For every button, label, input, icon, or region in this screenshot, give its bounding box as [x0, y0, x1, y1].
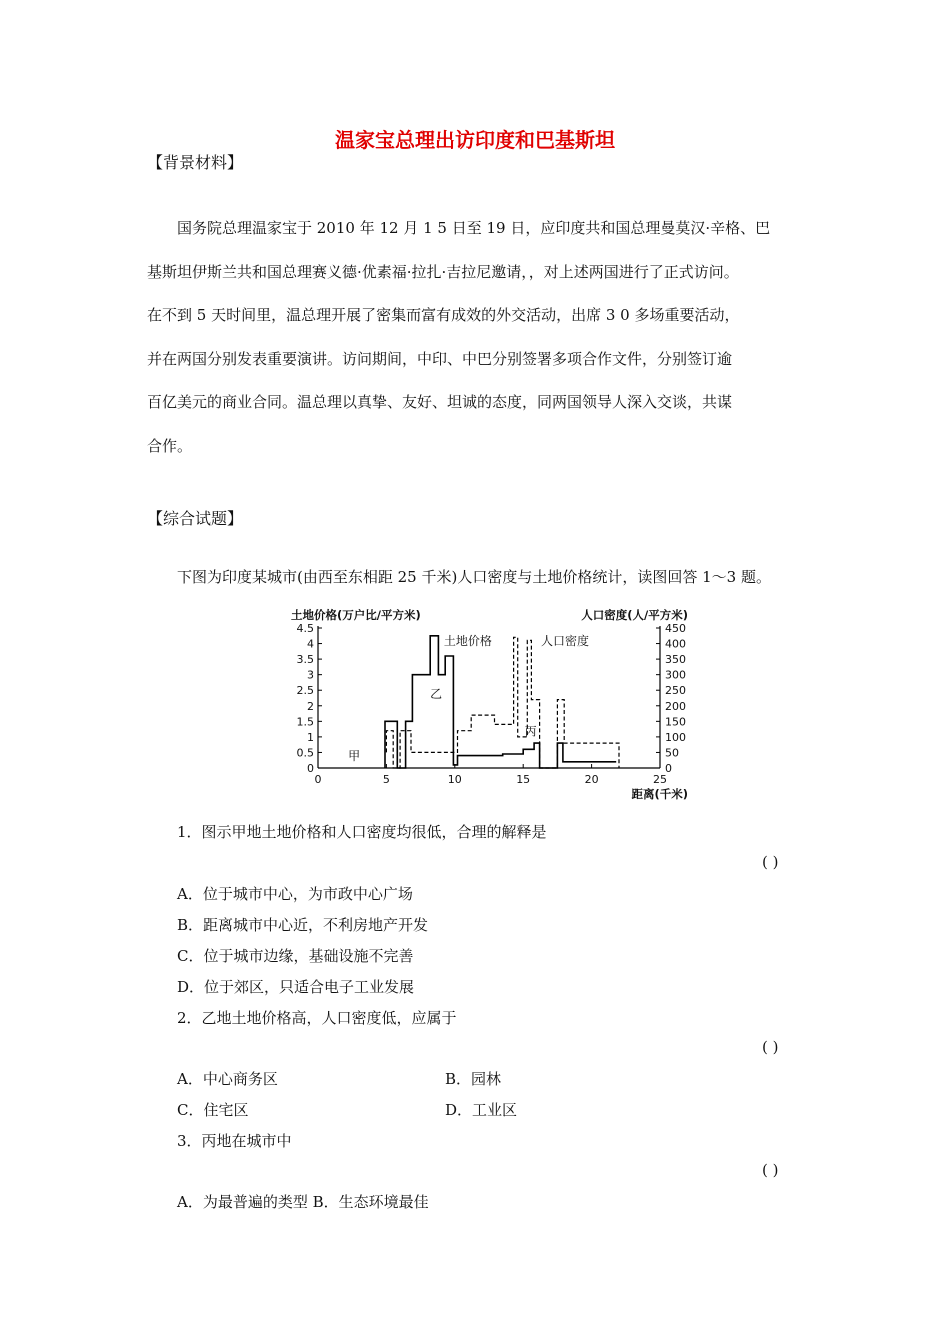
question-3-stem: 3．丙地在城市中	[177, 1132, 292, 1150]
left-tick-label: 1.5	[296, 715, 314, 729]
right-tick-label: 400	[665, 637, 686, 651]
x-tick-label: 10	[447, 773, 462, 786]
right-tick-label: 350	[665, 653, 686, 667]
question-2-option-a[interactable]: A．中心商务区	[177, 1070, 278, 1088]
left-tick-label: 3.5	[296, 653, 314, 667]
document-title: 温家宝总理出访印度和巴基斯坦	[335, 128, 615, 152]
x-tick-label: 5	[382, 773, 390, 786]
left-tick-label: 0.5	[296, 746, 314, 760]
right-tick-label: 100	[665, 730, 686, 744]
left-tick-label: 2	[307, 699, 314, 713]
left-tick-label: 3	[307, 668, 314, 682]
x-tick-label: 15	[516, 773, 531, 786]
x-tick-label: 20	[584, 773, 599, 786]
right-tick-label: 150	[665, 715, 686, 729]
question-1-stem: 1．图示甲地土地价格和人口密度均很低，合理的解释是	[177, 823, 547, 841]
right-axis-title: 人口密度(人/平方米)	[581, 608, 688, 622]
chart-series	[385, 636, 619, 768]
question-2-option-b[interactable]: B．园林	[445, 1070, 502, 1088]
question-2-option-d[interactable]: D．工业区	[445, 1101, 518, 1119]
paragraph-line: 基斯坦伊斯兰共和国总理赛义德·优素福·拉扎·吉拉尼邀请，，对上述两国进行了正式访问。	[147, 262, 739, 281]
left-tick-label: 2.5	[296, 684, 314, 698]
chart-annotation: 人口密度	[540, 634, 589, 649]
question-1-option-a[interactable]: A．位于城市中心，为市政中心广场	[177, 885, 413, 903]
background-paragraph	[147, 207, 812, 468]
question-intro: 下图为印度某城市(由西至东相距 25 千米)人口密度与土地价格统计，读图回答 1～3 题。	[177, 568, 771, 586]
series-land-price-line	[385, 636, 616, 768]
series-population-density-line	[386, 637, 619, 768]
background-heading: 【背景材料】	[147, 153, 244, 172]
paragraph-line: 并在两国分别发表重要演讲。访问期间，中印、中巴分别签署多项合作文件，分别签订逾	[147, 349, 733, 368]
question-2-option-c[interactable]: C．住宅区	[177, 1101, 249, 1119]
question-3-option-ab[interactable]: A．为最普遍的类型 B．生态环境最佳	[177, 1193, 429, 1211]
x-tick-label: 0	[314, 773, 322, 786]
paragraph-line: 国务院总理温家宝于 2010 年 12 月 1 5 日至 19 日，应印度共和国总理曼莫汉·辛格、巴	[177, 219, 771, 237]
paragraph-line: 百亿美元的商业合同。温总理以真挚、友好、坦诚的态度，同两国领导人深入交谈，共谋	[147, 393, 733, 411]
comprehensive-heading: 【综合试题】	[147, 509, 244, 528]
left-tick-label: 4.5	[296, 622, 314, 635]
x-axis-title: 距离(千米)	[631, 787, 688, 801]
paragraph-line: 合作。	[147, 436, 193, 455]
paragraph-line: 在不到 5 天时间里，温总理开展了密集而富有成效的外交活动，出席 3 0 多场重要活动，	[147, 306, 740, 324]
left-axis-title: 土地价格(万户比/平方米)	[291, 608, 421, 622]
right-tick-label: 0	[665, 762, 672, 775]
left-tick-label: 1	[307, 730, 314, 744]
chart-annotation: 乙	[430, 687, 443, 701]
question-2-stem: 2．乙地土地价格高，人口密度低，应属于	[177, 1009, 457, 1027]
chart-annotation: 甲	[348, 749, 361, 764]
question-1-option-c[interactable]: C．位于城市边缘，基础设施不完善	[177, 947, 414, 965]
question-1-option-d[interactable]: D．位于郊区，只适合电子工业发展	[177, 978, 415, 996]
question-2-answer-blank[interactable]: ( )	[762, 1038, 779, 1056]
chart-labels	[291, 608, 688, 801]
left-tick-label: 0	[307, 762, 314, 775]
right-tick-label: 450	[665, 622, 686, 635]
question-1-answer-blank[interactable]: ( )	[762, 853, 779, 871]
right-tick-label: 50	[665, 746, 679, 760]
density-price-chart	[283, 603, 703, 803]
left-tick-label: 4	[307, 637, 314, 651]
x-tick-label: 25	[653, 773, 667, 786]
right-tick-label: 200	[665, 699, 686, 713]
chart-annotation: 丙	[524, 724, 537, 739]
chart-annotation: 土地价格	[443, 634, 492, 649]
right-tick-label: 300	[665, 668, 686, 682]
right-tick-label: 250	[665, 684, 686, 698]
question-1-option-b[interactable]: B．距离城市中心近，不利房地产开发	[177, 916, 429, 934]
question-3-answer-blank[interactable]: ( )	[762, 1161, 779, 1179]
